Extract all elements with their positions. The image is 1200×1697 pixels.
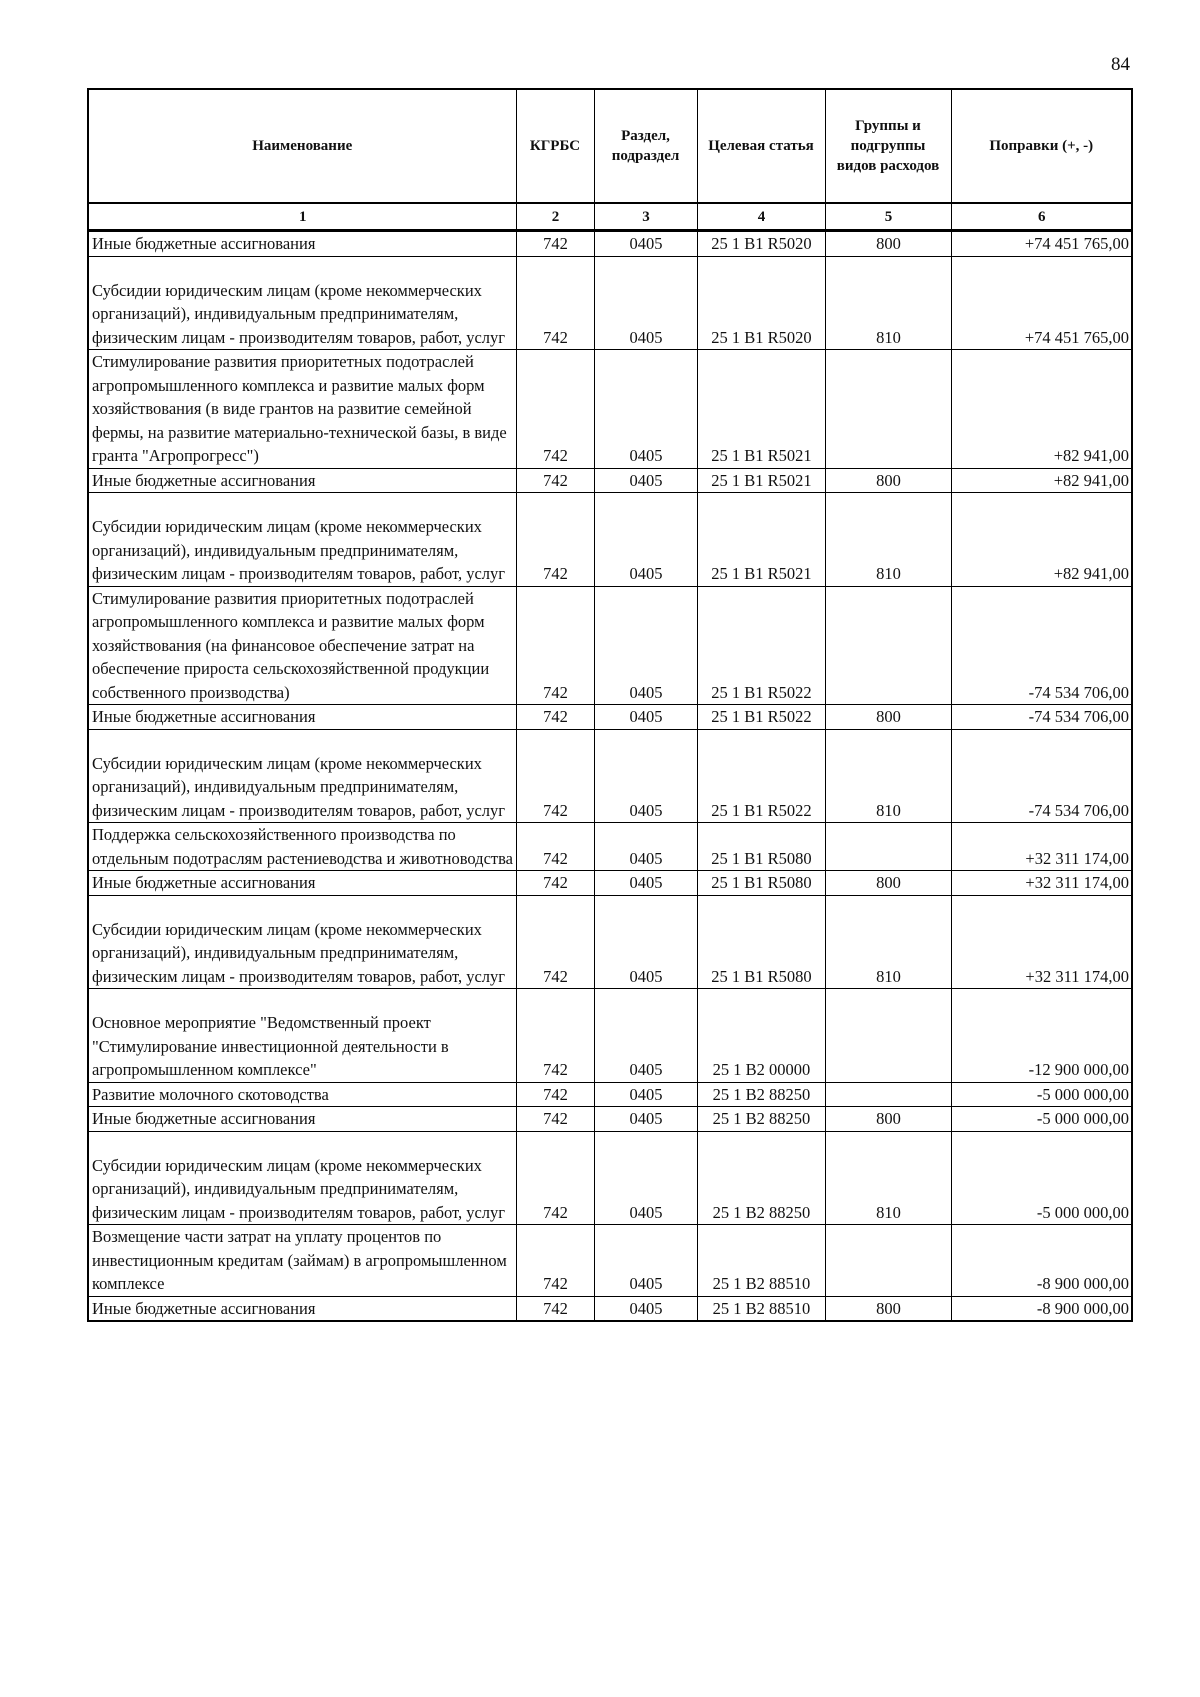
- row-amount: -74 534 706,00: [951, 729, 1132, 823]
- table-row: [88, 1131, 1132, 1225]
- row-amount: +74 451 765,00: [951, 231, 1132, 257]
- header-name: Наименование: [88, 89, 516, 203]
- row-expense-group: [825, 1082, 951, 1107]
- row-section: 0405: [594, 1131, 697, 1225]
- row-section: 0405: [594, 256, 697, 350]
- row-kgrbs: 742: [516, 729, 594, 823]
- row-target-article: 25 1 B2 88510: [697, 1225, 825, 1297]
- row-kgrbs: 742: [516, 823, 594, 871]
- row-target-article: 25 1 B1 R5022: [697, 705, 825, 730]
- row-amount: +32 311 174,00: [951, 823, 1132, 871]
- row-expense-group: 800: [825, 1296, 951, 1321]
- row-kgrbs: 742: [516, 871, 594, 896]
- row-name: Иные бюджетные ассигнования: [88, 1107, 516, 1132]
- row-target-article: 25 1 B2 00000: [697, 989, 825, 1083]
- row-expense-group: 810: [825, 256, 951, 350]
- row-name: Субсидии юридическим лицам (кроме некоммерческих организаций), индивидуальным предпринимателям, физическим лицам - производителям товаров, работ, услуг: [88, 729, 516, 823]
- table-row: [88, 705, 1132, 730]
- row-kgrbs: 742: [516, 256, 594, 350]
- row-name: Иные бюджетные ассигнования: [88, 871, 516, 896]
- row-expense-group: 810: [825, 895, 951, 989]
- row-expense-group: [825, 586, 951, 705]
- row-target-article: 25 1 B1 R5020: [697, 231, 825, 257]
- row-expense-group: 810: [825, 729, 951, 823]
- row-amount: -8 900 000,00: [951, 1296, 1132, 1321]
- row-name: Развитие молочного скотоводства: [88, 1082, 516, 1107]
- row-amount: +32 311 174,00: [951, 895, 1132, 989]
- header-amendments: Поправки (+, -): [951, 89, 1132, 203]
- row-target-article: 25 1 B1 R5020: [697, 256, 825, 350]
- row-name: Субсидии юридическим лицам (кроме некоммерческих организаций), индивидуальным предпринимателям, физическим лицам - производителям товаров, работ, услуг: [88, 1131, 516, 1225]
- row-expense-group: 800: [825, 871, 951, 896]
- row-amount: +82 941,00: [951, 493, 1132, 587]
- column-number-row: [88, 203, 1132, 231]
- row-section: 0405: [594, 823, 697, 871]
- row-kgrbs: 742: [516, 1296, 594, 1321]
- row-target-article: 25 1 B2 88250: [697, 1131, 825, 1225]
- row-expense-group: [825, 350, 951, 469]
- row-name: Иные бюджетные ассигнования: [88, 231, 516, 257]
- column-number: 3: [594, 203, 697, 231]
- row-amount: -74 534 706,00: [951, 586, 1132, 705]
- header-expense-group: Группы и подгруппы видов расходов: [825, 89, 951, 203]
- row-expense-group: [825, 989, 951, 1083]
- column-number: 6: [951, 203, 1132, 231]
- row-name: Субсидии юридическим лицам (кроме некоммерческих организаций), индивидуальным предпринимателям, физическим лицам - производителям товаров, работ, услуг: [88, 493, 516, 587]
- row-name: Иные бюджетные ассигнования: [88, 468, 516, 493]
- row-target-article: 25 1 B1 R5022: [697, 586, 825, 705]
- row-expense-group: 800: [825, 231, 951, 257]
- row-target-article: 25 1 B2 88510: [697, 1296, 825, 1321]
- row-section: 0405: [594, 1082, 697, 1107]
- row-kgrbs: 742: [516, 705, 594, 730]
- table-row: [88, 895, 1132, 989]
- row-section: 0405: [594, 586, 697, 705]
- row-expense-group: 800: [825, 705, 951, 730]
- table-row: [88, 823, 1132, 871]
- row-target-article: 25 1 B1 R5021: [697, 468, 825, 493]
- row-expense-group: 810: [825, 1131, 951, 1225]
- row-section: 0405: [594, 1107, 697, 1132]
- row-section: 0405: [594, 350, 697, 469]
- row-name: Субсидии юридическим лицам (кроме некоммерческих организаций), индивидуальным предпринимателям, физическим лицам - производителям товаров, работ, услуг: [88, 256, 516, 350]
- table-row: [88, 1082, 1132, 1107]
- row-target-article: 25 1 B1 R5080: [697, 895, 825, 989]
- row-amount: -8 900 000,00: [951, 1225, 1132, 1297]
- row-kgrbs: 742: [516, 1082, 594, 1107]
- table-row: [88, 729, 1132, 823]
- row-target-article: 25 1 B1 R5021: [697, 493, 825, 587]
- row-target-article: 25 1 B1 R5080: [697, 871, 825, 896]
- row-amount: -5 000 000,00: [951, 1107, 1132, 1132]
- table-row: [88, 871, 1132, 896]
- row-section: 0405: [594, 705, 697, 730]
- row-expense-group: 800: [825, 468, 951, 493]
- row-kgrbs: 742: [516, 493, 594, 587]
- row-target-article: 25 1 B2 88250: [697, 1107, 825, 1132]
- header-kgrbs: КГРБС: [516, 89, 594, 203]
- column-number: 4: [697, 203, 825, 231]
- table-row: [88, 256, 1132, 350]
- row-section: 0405: [594, 231, 697, 257]
- column-number: 5: [825, 203, 951, 231]
- row-amount: -5 000 000,00: [951, 1131, 1132, 1225]
- row-section: 0405: [594, 493, 697, 587]
- table-row: [88, 586, 1132, 705]
- row-target-article: 25 1 B1 R5021: [697, 350, 825, 469]
- row-amount: +32 311 174,00: [951, 871, 1132, 896]
- table-row: [88, 231, 1132, 257]
- row-kgrbs: 742: [516, 1225, 594, 1297]
- row-name: Иные бюджетные ассигнования: [88, 705, 516, 730]
- row-section: 0405: [594, 895, 697, 989]
- column-number: 2: [516, 203, 594, 231]
- budget-amendments-table: [87, 88, 1133, 1322]
- header-section: Раздел, подраздел: [594, 89, 697, 203]
- table-row: [88, 468, 1132, 493]
- row-kgrbs: 742: [516, 1107, 594, 1132]
- row-amount: -74 534 706,00: [951, 705, 1132, 730]
- row-amount: +82 941,00: [951, 468, 1132, 493]
- row-kgrbs: 742: [516, 350, 594, 469]
- row-target-article: 25 1 B1 R5022: [697, 729, 825, 823]
- row-section: 0405: [594, 1225, 697, 1297]
- row-name: Основное мероприятие "Ведомственный проект "Стимулирование инвестиционной деятельности в агропромышленном комплексе": [88, 989, 516, 1083]
- column-number: 1: [88, 203, 516, 231]
- table-row: [88, 493, 1132, 587]
- row-expense-group: 800: [825, 1107, 951, 1132]
- row-name: Поддержка сельскохозяйственного производства по отдельным подотраслям растениеводства и животноводства: [88, 823, 516, 871]
- row-amount: -12 900 000,00: [951, 989, 1132, 1083]
- row-section: 0405: [594, 1296, 697, 1321]
- row-section: 0405: [594, 871, 697, 896]
- row-kgrbs: 742: [516, 231, 594, 257]
- row-kgrbs: 742: [516, 468, 594, 493]
- row-section: 0405: [594, 729, 697, 823]
- table-row: [88, 989, 1132, 1083]
- row-name: Иные бюджетные ассигнования: [88, 1296, 516, 1321]
- page-number: 84: [1111, 54, 1130, 75]
- row-section: 0405: [594, 989, 697, 1083]
- row-name: Стимулирование развития приоритетных подотраслей агропромышленного комплекса и развитие малых форм хозяйствования (на финансовое обеспечение затрат на обеспечение прироста сельскохозяйственной продукции собственного производства): [88, 586, 516, 705]
- row-kgrbs: 742: [516, 1131, 594, 1225]
- table-row: [88, 1225, 1132, 1297]
- table-row: [88, 1296, 1132, 1321]
- table-row: [88, 350, 1132, 469]
- row-expense-group: 810: [825, 493, 951, 587]
- table-header-row: [88, 89, 1132, 203]
- row-name: Субсидии юридическим лицам (кроме некоммерческих организаций), индивидуальным предпринимателям, физическим лицам - производителям товаров, работ, услуг: [88, 895, 516, 989]
- row-target-article: 25 1 B1 R5080: [697, 823, 825, 871]
- row-amount: +82 941,00: [951, 350, 1132, 469]
- row-kgrbs: 742: [516, 989, 594, 1083]
- table-row: [88, 1107, 1132, 1132]
- row-expense-group: [825, 1225, 951, 1297]
- row-target-article: 25 1 B2 88250: [697, 1082, 825, 1107]
- row-expense-group: [825, 823, 951, 871]
- row-name: Возмещение части затрат на уплату процентов по инвестиционным кредитам (займам) в агропромышленном комплексе: [88, 1225, 516, 1297]
- row-kgrbs: 742: [516, 895, 594, 989]
- row-section: 0405: [594, 468, 697, 493]
- header-target-article: Целевая статья: [697, 89, 825, 203]
- row-amount: +74 451 765,00: [951, 256, 1132, 350]
- row-name: Стимулирование развития приоритетных подотраслей агропромышленного комплекса и развитие малых форм хозяйствования (в виде грантов на развитие семейной фермы, на развитие материально-технической базы, в виде гранта "Агропрогресс"): [88, 350, 516, 469]
- row-amount: -5 000 000,00: [951, 1082, 1132, 1107]
- row-kgrbs: 742: [516, 586, 594, 705]
